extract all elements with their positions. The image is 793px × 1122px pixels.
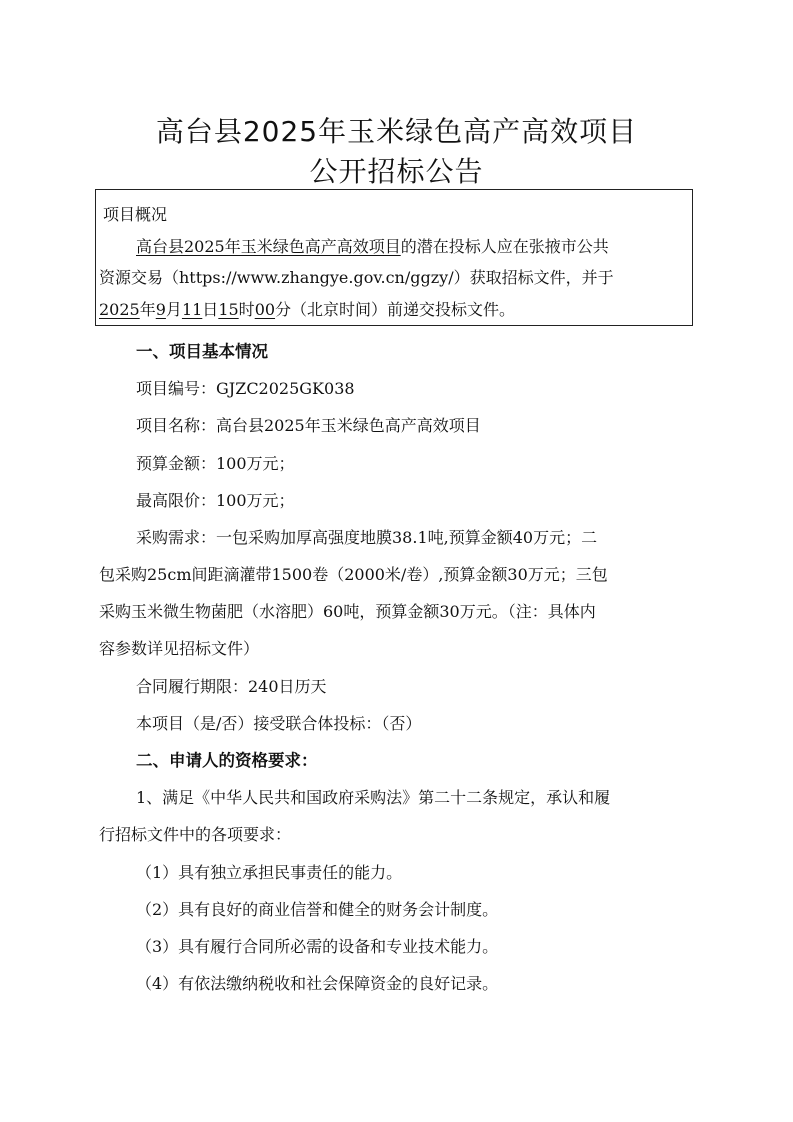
section1-heading: 一、项目基本情况 — [136, 342, 268, 361]
deadline-month: 9 — [155, 300, 166, 319]
requirement-line-2: 包采购25cm间距滴灌带1500卷（2000米/卷）,预算金额30万元；三包 — [99, 565, 608, 584]
project-number: 项目编号：GJZC2025GK038 — [136, 379, 355, 398]
contract-period: 合同履行期限：240日历天 — [136, 677, 327, 696]
deadline-year: 2025 — [99, 300, 140, 319]
deadline-day-suffix: 日 — [202, 300, 219, 319]
section2-heading: 二、申请人的资格要求： — [136, 751, 318, 770]
deadline-year-suffix: 年 — [139, 300, 156, 319]
qualification-sub4: （4）有依法缴纳税收和社会保障资金的良好记录。 — [136, 974, 499, 993]
deadline-month-suffix: 月 — [165, 300, 182, 319]
deadline-minute-suffix: 分（北京时间）前递交投标文件。 — [275, 300, 516, 319]
deadline-hour-suffix: 时 — [238, 300, 255, 319]
project-name: 项目名称：高台县2025年玉米绿色高产高效项目 — [136, 416, 481, 435]
document-title-line2: 公开招标公告 — [309, 155, 484, 188]
qualification-item1-line2: 行招标文件中的各项要求： — [99, 825, 292, 844]
qualification-sub3: （3）具有履行合同所必需的设备和专业技术能力。 — [136, 937, 499, 956]
deadline-day: 11 — [181, 300, 203, 319]
budget-amount: 预算金额：100万元； — [136, 454, 295, 473]
overview-text-1: 的潜在投标人应在张掖市公共 — [400, 237, 609, 256]
deadline-minute: 00 — [254, 300, 276, 319]
overview-line-1 — [136, 236, 609, 258]
consortium-bidding: 本项目（是/否）接受联合体投标：（否） — [136, 714, 422, 733]
qualification-sub2: （2）具有良好的商业信誉和健全的财务会计制度。 — [136, 900, 499, 919]
requirement-line-4: 容参数详见招标文件） — [99, 639, 260, 658]
qualification-sub1: （1）具有独立承担民事责任的能力。 — [136, 863, 403, 882]
overview-project-name: 高台县2025年玉米绿色高产高效项目 — [136, 237, 401, 256]
deadline-hour: 15 — [218, 300, 239, 319]
requirement-line-3: 采购玉米微生物菌肥（水溶肥）60吨，预算金额30万元。（注：具体内 — [99, 602, 596, 621]
qualification-item1-line1: 1、满足《中华人民共和国政府采购法》第二十二条规定，承认和履 — [136, 788, 611, 807]
overview-line-2: 资源交易（https://www.zhangye.gov.cn/ggzy/）获取招标文件，并于 — [99, 268, 614, 287]
document-title-line1: 高台县2025年玉米绿色高产高效项目 — [155, 115, 638, 148]
overview-heading: 项目概况 — [103, 205, 168, 224]
max-price: 最高限价：100万元； — [136, 491, 295, 510]
requirement-line-1: 采购需求：一包采购加厚高强度地膜38.1吨,预算金额40万元；二 — [136, 528, 598, 547]
overview-deadline-line — [99, 299, 515, 321]
